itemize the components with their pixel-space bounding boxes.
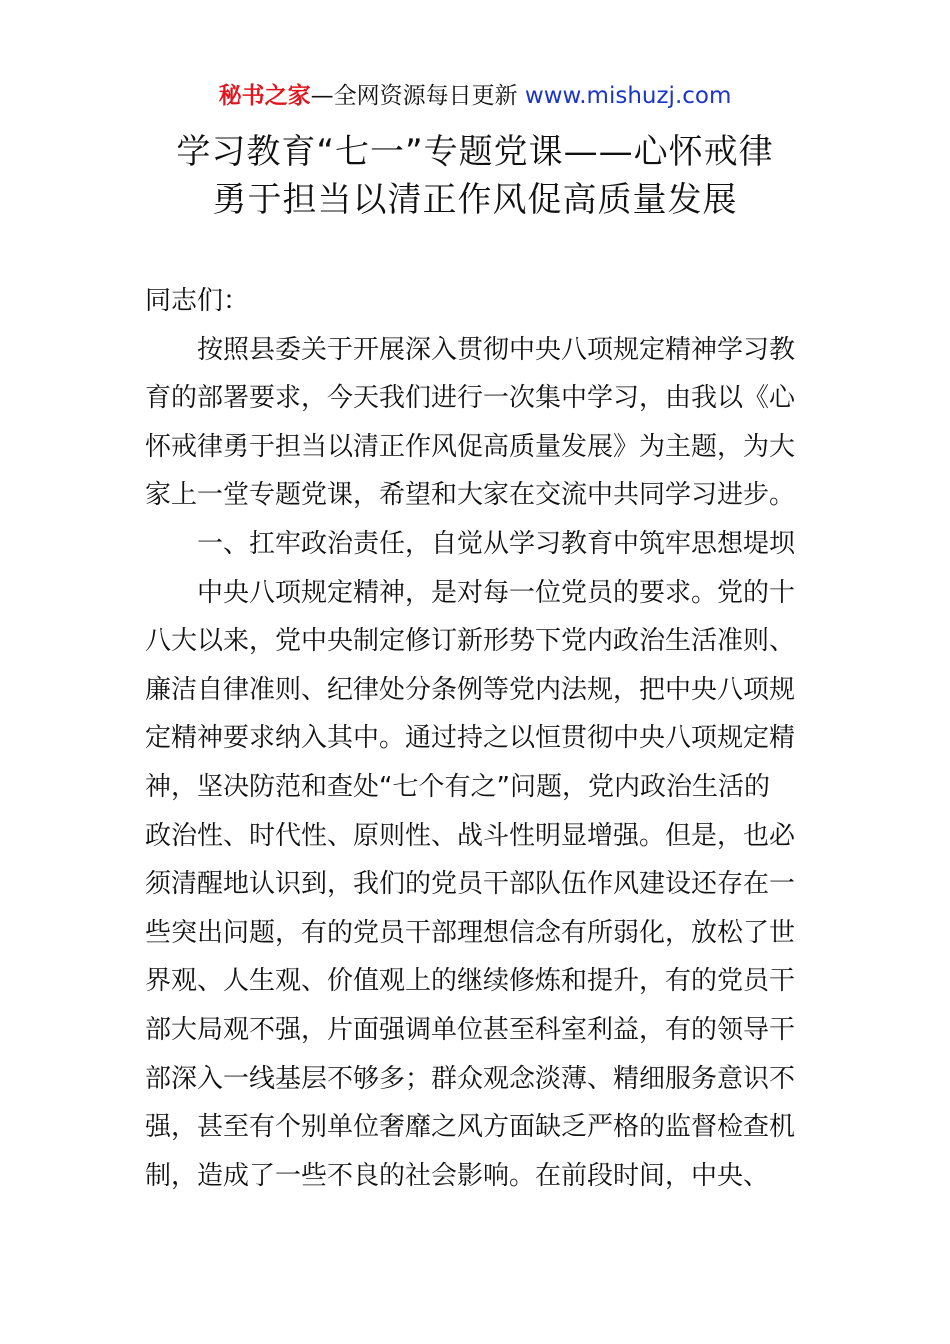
- salutation: 同志们：: [145, 286, 250, 316]
- paragraph-line: 些突出问题，有的党员干部理想信念有所弱化，放松了世: [145, 917, 796, 948]
- paragraph-line: 家上一堂专题党课，希望和大家在交流中共同学习进步。: [145, 480, 796, 511]
- document-body: [145, 277, 810, 1200]
- paragraph-line: 部深入一线基层不够多；群众观念淡薄、精细服务意识不: [145, 1063, 796, 1094]
- paragraph-line: 部大局观不强，片面强调单位甚至科室利益，有的领导干: [145, 1014, 796, 1045]
- paragraph-line: 怀戒律勇于担当以清正作风促高质量发展》为主题，为大: [145, 431, 796, 462]
- section-heading: 一、扛牢政治责任，自觉从学习教育中筑牢思想堤坝: [197, 528, 796, 559]
- title-line-2: 勇于担当以清正作风促高质量发展: [212, 180, 738, 220]
- paragraph-line: 强，甚至有个别单位奢靡之风方面缺乏严格的监督检查机: [145, 1112, 796, 1143]
- paragraph-line: 制，造成了一些不良的社会影响。在前段时间，中央、: [145, 1160, 770, 1191]
- paragraph-line: 廉洁自律准则、纪律处分条例等党内法规，把中央八项规: [145, 674, 796, 705]
- paragraph-line: 神，坚决防范和查处“七个有之”问题，党内政治生活的: [145, 771, 770, 802]
- paragraph-line: 育的部署要求，今天我们进行一次集中学习，由我以《心: [145, 383, 796, 414]
- brand-name: 秘书之家: [218, 83, 311, 109]
- site-header: [0, 80, 950, 112]
- paragraph-line: 须清醒地认识到，我们的党员干部队伍作风建设还存在一: [145, 869, 796, 900]
- paragraph-line: 按照县委关于开展深入贯彻中央八项规定精神学习教: [197, 334, 796, 365]
- paragraph-line: 界观、人生观、价值观上的继续修炼和提升，有的党员干: [145, 966, 796, 997]
- title-line-1: 学习教育“七一”专题党课——心怀戒律: [176, 132, 774, 172]
- paragraph-line: 中央八项规定精神，是对每一位党员的要求。党的十: [197, 577, 796, 608]
- site-url-link[interactable]: www.mishuzj.com: [524, 83, 732, 109]
- header-tagline: —全网资源每日更新: [310, 83, 525, 109]
- paragraph-line: 八大以来，党中央制定修订新形势下党内政治生活准则、: [145, 626, 796, 657]
- paragraph-line: 政治性、时代性、原则性、战斗性明显增强。但是，也必: [145, 820, 796, 851]
- document-title: [0, 128, 950, 224]
- paragraph-line: 定精神要求纳入其中。通过持之以恒贯彻中央八项规定精: [145, 723, 796, 754]
